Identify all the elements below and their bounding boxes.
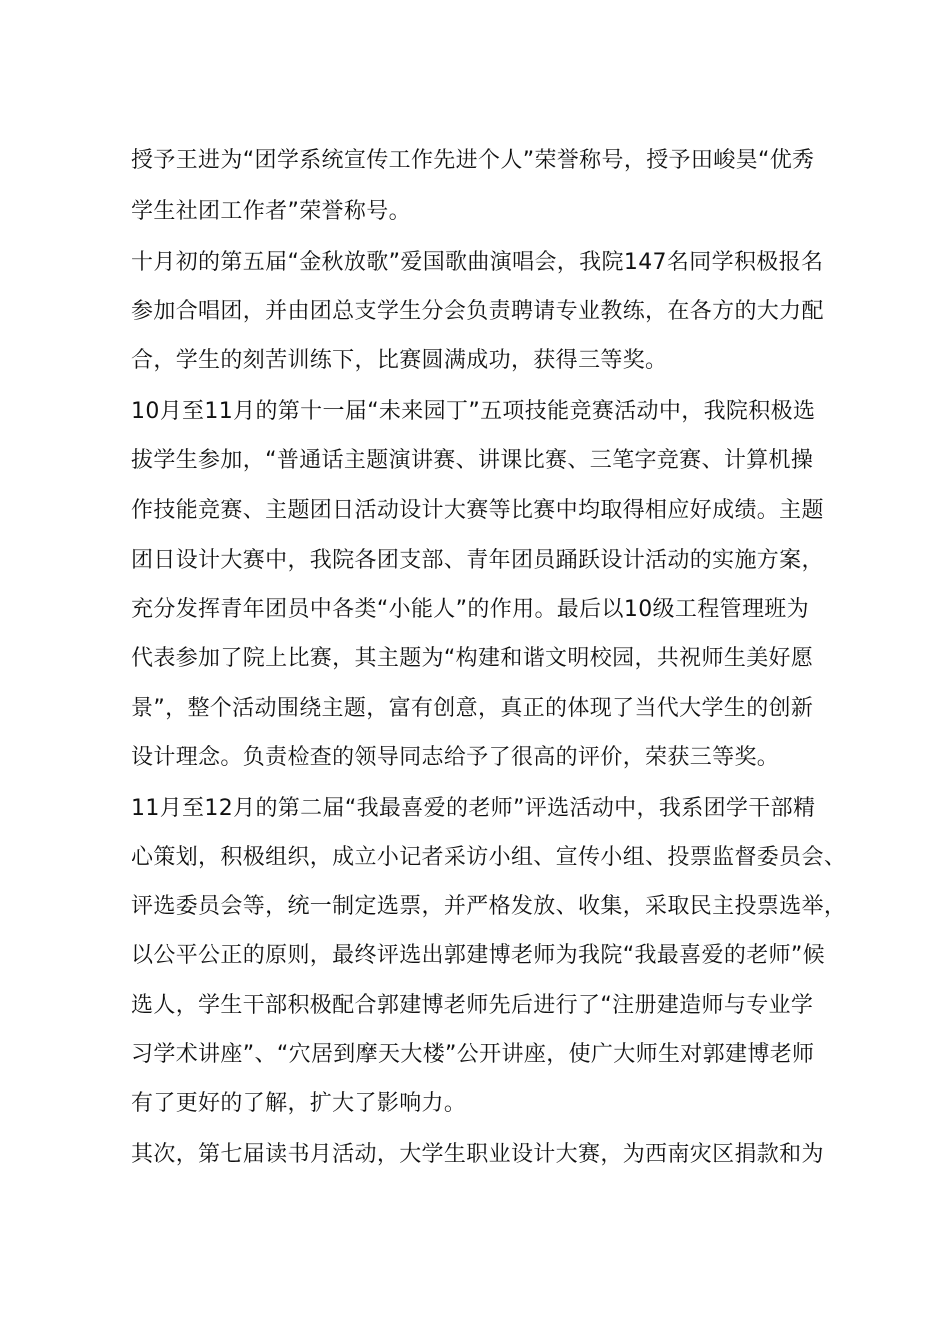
text-line: 心策划，积极组织，成立小记者采访小组、宣传小组、投票监督委员会、 [131, 845, 847, 870]
text-line: 授予王进为“团学系统宣传工作先进个人”荣誉称号，授予田峻昊“优秀 [131, 148, 815, 173]
text-line: 学生社团工作者”荣誉称号。 [131, 199, 411, 224]
text-line: 团日设计大赛中，我院各团支部、青年团员踊跃设计活动的实施方案， [131, 548, 824, 573]
text-line: 以公平公正的原则，最终评选出郭建博老师为我院“我最喜爱的老师”候 [131, 943, 825, 968]
text-line: 代表参加了院上比赛，其主题为“构建和谐文明校园，共祝师生美好愿 [131, 646, 814, 671]
text-line: 合，学生的刻苦训练下，比赛圆满成功，获得三等奖。 [131, 348, 668, 373]
text-line: 评选委员会等，统一制定选票，并严格发放、收集，采取民主投票选举， [131, 894, 847, 919]
text-line: 拔学生参加，“普通话主题演讲赛、讲课比赛、三笔字竞赛、计算机操 [131, 448, 814, 473]
text-line: 其次，第七届读书月活动，大学生职业设计大赛，为西南灾区捐款和为 [131, 1142, 824, 1167]
text-line: 11月至12月的第二届“我最喜爱的老师”评选活动中，我系团学干部精 [131, 796, 816, 821]
text-line: 习学术讲座”、“穴居到摩天大楼”公开讲座，使广大师生对郭建博老师 [131, 1042, 815, 1067]
text-line: 选人，学生干部积极配合郭建博老师先后进行了“注册建造师与专业学 [131, 993, 814, 1018]
text-line: 有了更好的了解，扩大了影响力。 [131, 1091, 467, 1116]
text-line: 景”，整个活动围绕主题，富有创意，真正的体现了当代大学生的创新 [131, 696, 814, 721]
text-line: 参加合唱团，并由团总支学生分会负责聘请专业教练，在各方的大力配 [131, 299, 824, 324]
text-line: 设计理念。负责检查的领导同志给予了很高的评价，荣获三等奖。 [131, 745, 780, 770]
text-line: 作技能竞赛、主题团日活动设计大赛等比赛中均取得相应好成绩。主题 [131, 498, 824, 523]
text-line: 充分发挥青年团员中各类“小能人”的作用。最后以10级工程管理班为 [131, 597, 809, 622]
text-line: 十月初的第五届“金秋放歌”爱国歌曲演唱会，我院147名同学积极报名 [131, 250, 824, 275]
text-line: 10月至11月的第十一届“未来园丁”五项技能竞赛活动中，我院积极选 [131, 399, 816, 424]
